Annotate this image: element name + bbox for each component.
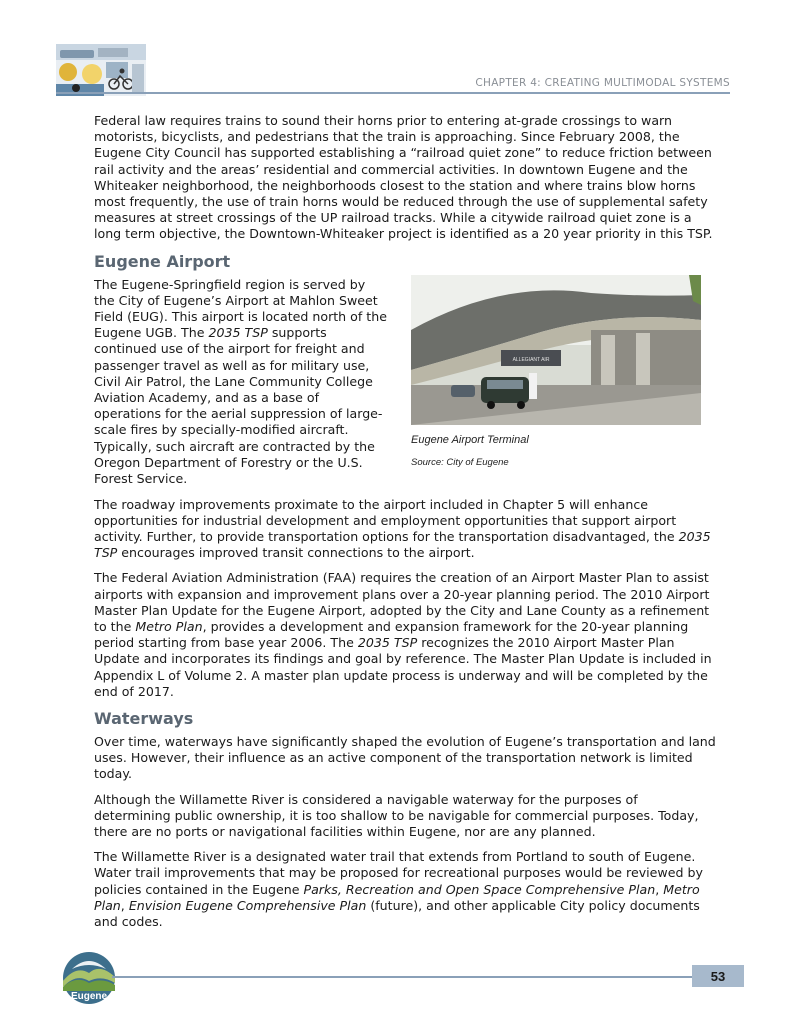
airport-paragraph-3: The Federal Aviation Administration (FAA) requires the creation of an Airport Master Plan to assist airports with expansion and improvement plans over a 20-year planning period. The 2010 Airport Master Plan Update for the Eugene Airport, adopted by the City and Lane County as a refinement to the Metro Plan, provides a development and expansion framework for the 20-year planning period starting from base year 2006. The 2035 TSP recognizes the 2010 Airport Master Plan Update and incorporates its findings and goal by reference. The Master Plan Update is included in Appendix L of Volume 2. A master plan update process is underway and will be completed by the end of 2017. xyxy=(94,570,712,699)
eugene-logo-icon xyxy=(62,951,116,1005)
airport-paragraph-1: The Eugene-Springfield region is served by the City of Eugene’s Airport at Mahlon Sweet Field (EUG). This airport is located north of the Eugene UGB. The 2035 TSP supports continued use of the airport for freight and passenger travel as well as for military use, Civil Air Patrol, the Lane Community College Aviation Academy, and as a base of operations for the aerial suppression of large-scale fires by specially-modified aircraft. Typically, such aircraft are contracted by the Oregon Department of Forestry or the U.S. Forest Service. xyxy=(94,276,387,487)
airport-terminal-photo xyxy=(411,275,701,425)
multimodal-collage-icon xyxy=(56,44,146,96)
svg-text:Eugene: Eugene xyxy=(70,991,108,1002)
airport-paragraph-2: The roadway improvements proximate to the airport included in Chapter 5 will enhance opportunities for industrial development and employment opportunities that support airport activity. Further, to provide transportation options for the transportation disadvantaged, the 2035 TSP encourages improved transit connections to the airport. xyxy=(94,496,711,561)
waterways-paragraph-3: The Willamette River is a designated water trail that extends from Portland to south of Eugene. Water trail improvements that may be proposed for recreational purposes would be reviewed by policies contained in the Eugene Parks, Recreation and Open Space Comprehensive Plan, Metro Plan, Envision Eugene Comprehensive Plan (future), and other applicable City policy documents and codes. xyxy=(94,849,703,930)
intro-paragraph: Federal law requires trains to sound their horns prior to entering at-grade crossings to warn motorists, bicyclists, and pedestrians that the train is approaching. Since February 2008, the Eugene City Council has supported establishing a “railroad quiet zone” to reduce friction between rail activity and the areas’ residential and commercial activities. In downtown Eugene and the Whiteaker neighborhood, the neighborhoods closest to the station and where trains blow horns most frequently, the use of train horns would be reduced through the use of supplemental safety measures at street crossings of the UP railroad tracks. While a citywide railroad quiet zone is a long term objective, the Downtown-Whiteaker project is identified as a 20 year priority in this TSP. xyxy=(94,113,713,242)
waterways-paragraph-2: Although the Willamette River is considered a navigable waterway for the purposes of determining public ownership, it is too shallow to be navigable for commercial purposes. Today, there are no ports or navigational facilities within Eugene, nor are any planned. xyxy=(94,791,699,840)
page-number: 53 xyxy=(692,965,744,987)
waterways-paragraph-1: Over time, waterways have significantly shaped the evolution of Eugene’s transportation and land uses. However, their influence as an active component of the transportation network is limited today. xyxy=(94,734,716,782)
footer-divider xyxy=(112,976,692,978)
photo-source: Source: City of Eugene xyxy=(411,456,509,468)
header-divider xyxy=(56,92,730,94)
airport-section xyxy=(94,277,716,497)
chapter-title: CHAPTER 4: CREATING MULTIMODAL SYSTEMS xyxy=(475,77,730,89)
document-body xyxy=(94,113,716,939)
photo-caption: Eugene Airport Terminal xyxy=(411,433,529,446)
waterways-heading: Waterways xyxy=(94,709,194,729)
airport-heading: Eugene Airport xyxy=(94,251,231,271)
svg-text:ALLEGIANT AIR: ALLEGIANT AIR xyxy=(512,356,550,363)
